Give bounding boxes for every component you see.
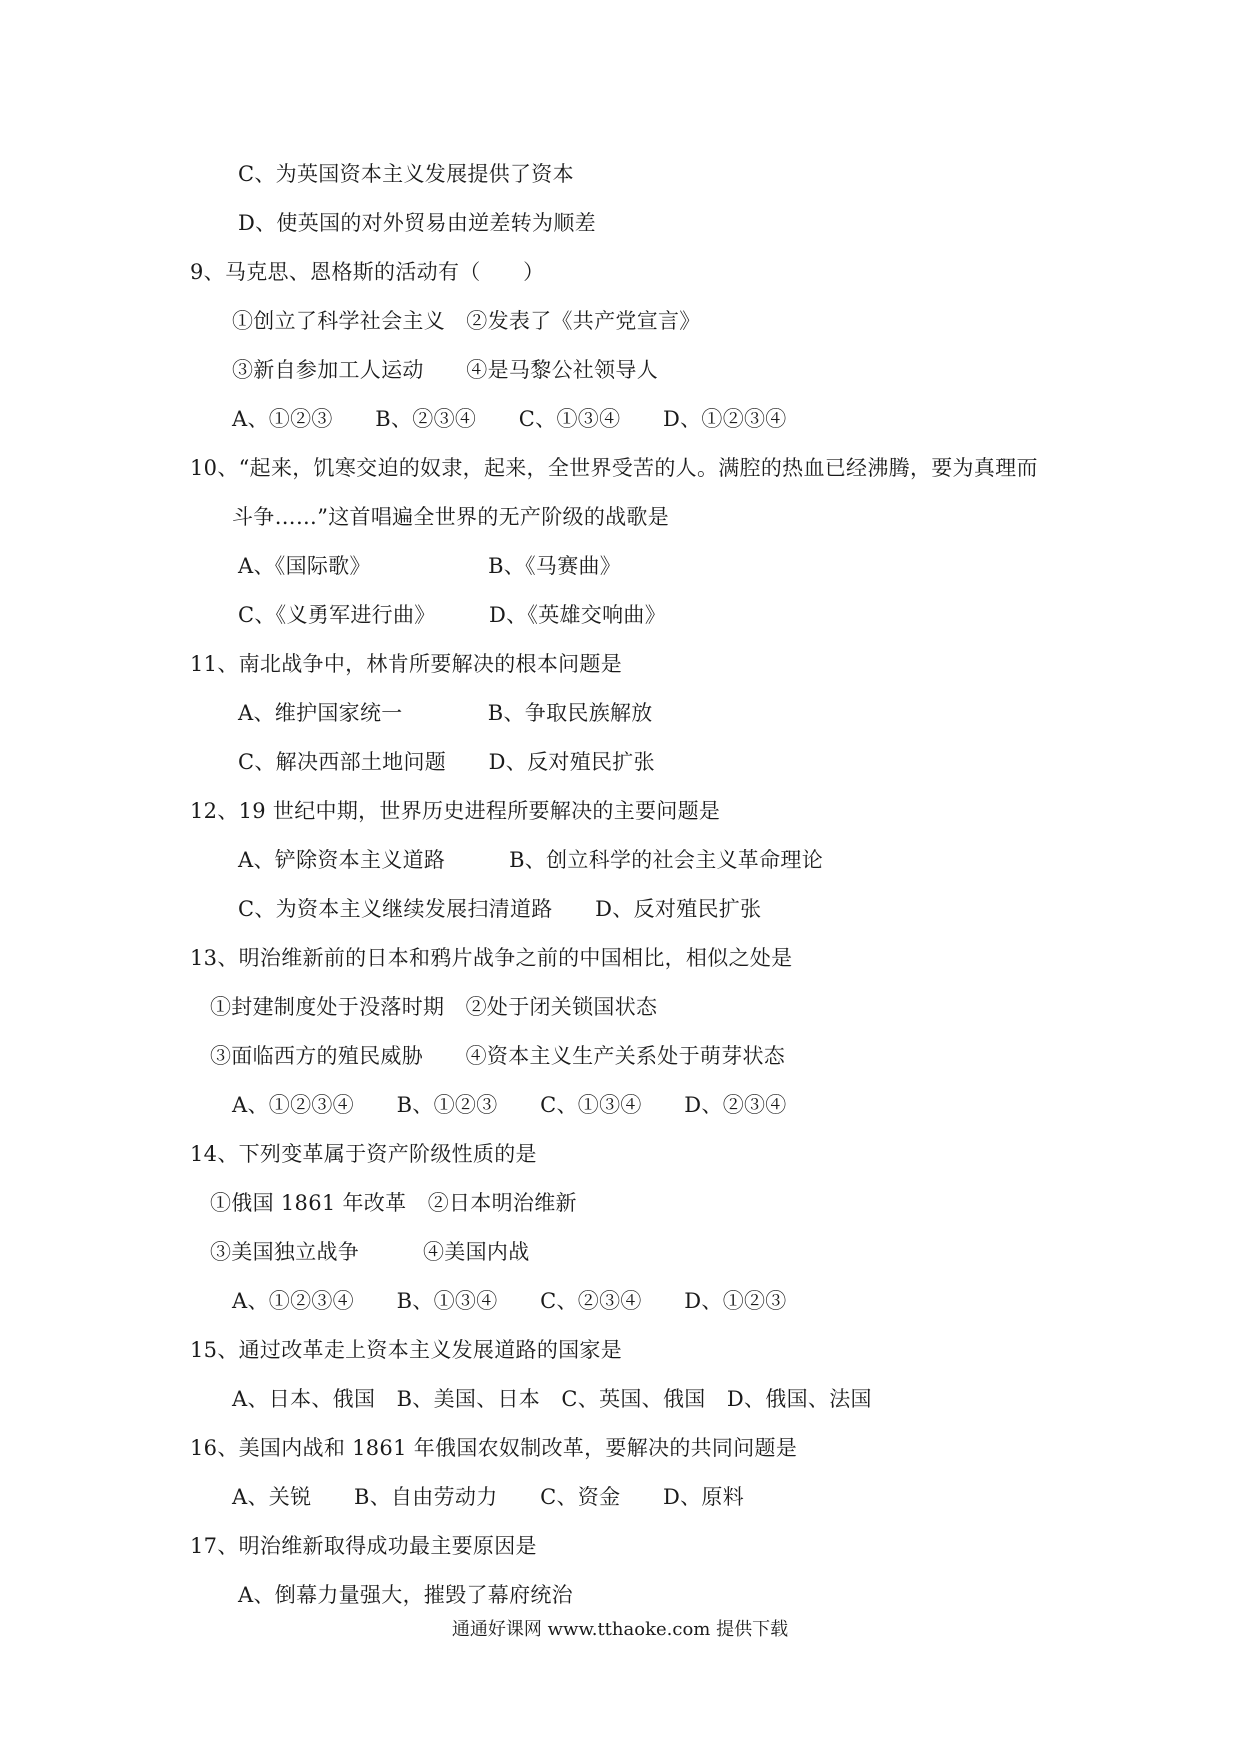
q13-options: A、①②③④ B、①②③ C、①③④ D、②③④ (232, 1093, 787, 1117)
q16-options: A、关锐 B、自由劳动力 C、资金 D、原料 (232, 1485, 745, 1509)
q12-options-a-b: A、铲除资本主义道路 B、创立科学的社会主义革命理论 (238, 848, 823, 872)
q15-stem: 15、通过改革走上资本主义发展道路的国家是 (190, 1338, 623, 1362)
q9-stem: 9、马克思、恩格斯的活动有（ ） (190, 260, 545, 284)
q9-statement-1-2: ①创立了科学社会主义 ②发表了《共产党宣言》 (232, 309, 701, 333)
q17-option-a: A、倒幕力量强大，摧毁了幕府统治 (238, 1583, 573, 1607)
q9-options: A、①②③ B、②③④ C、①③④ D、①②③④ (232, 407, 787, 431)
q17-stem: 17、明治维新取得成功最主要原因是 (190, 1534, 537, 1558)
q12-stem: 12、19 世纪中期，世界历史进程所要解决的主要问题是 (190, 799, 721, 823)
q10-stem: 10、“起来，饥寒交迫的奴隶，起来，全世界受苦的人。满腔的热血已经沸腾，要为真理而 (190, 456, 1038, 480)
q13-statement-1-2: ①封建制度处于没落时期 ②处于闭关锁国状态 (210, 995, 658, 1019)
q14-statement-1-2: ①俄国 1861 年改革 ②日本明治维新 (210, 1191, 577, 1215)
q14-statement-3-4: ③美国独立战争 ④美国内战 (210, 1240, 530, 1264)
q11-stem: 11、南北战争中，林肯所要解决的根本问题是 (190, 652, 623, 676)
q14-options: A、①②③④ B、①③④ C、②③④ D、①②③ (232, 1289, 787, 1313)
q14-stem: 14、下列变革属于资产阶级性质的是 (190, 1142, 537, 1166)
q8-option-d: D、使英国的对外贸易由逆差转为顺差 (238, 211, 596, 235)
q12-options-c-d: C、为资本主义继续发展扫清道路 D、反对殖民扩张 (238, 897, 762, 921)
q13-stem: 13、明治维新前的日本和鸦片战争之前的中国相比，相似之处是 (190, 946, 793, 970)
q15-options: A、日本、俄国 B、美国、日本 C、英国、俄国 D、俄国、法国 (232, 1387, 872, 1411)
q11-options-c-d: C、解决西部土地问题 D、反对殖民扩张 (238, 750, 655, 774)
q9-statement-3-4: ③新自参加工人运动 ④是马黎公社领导人 (232, 358, 658, 382)
q16-stem: 16、美国内战和 1861 年俄国农奴制改革，要解决的共同问题是 (190, 1436, 798, 1460)
q8-option-c: C、为英国资本主义发展提供了资本 (238, 162, 574, 186)
q10-stem-continued: 斗争……”这首唱遍全世界的无产阶级的战歌是 (232, 505, 670, 529)
q13-statement-3-4: ③面临西方的殖民威胁 ④资本主义生产关系处于萌芽状态 (210, 1044, 786, 1068)
q10-options-c-d: C、《义勇军进行曲》 D、《英雄交响曲》 (238, 603, 667, 627)
q11-options-a-b: A、维护国家统一 B、争取民族解放 (238, 701, 653, 725)
page-footer: 通通好课网 www.tthaoke.com 提供下载 (451, 1619, 789, 1640)
q10-options-a-b: A、《国际歌》 B、《马赛曲》 (238, 554, 622, 578)
